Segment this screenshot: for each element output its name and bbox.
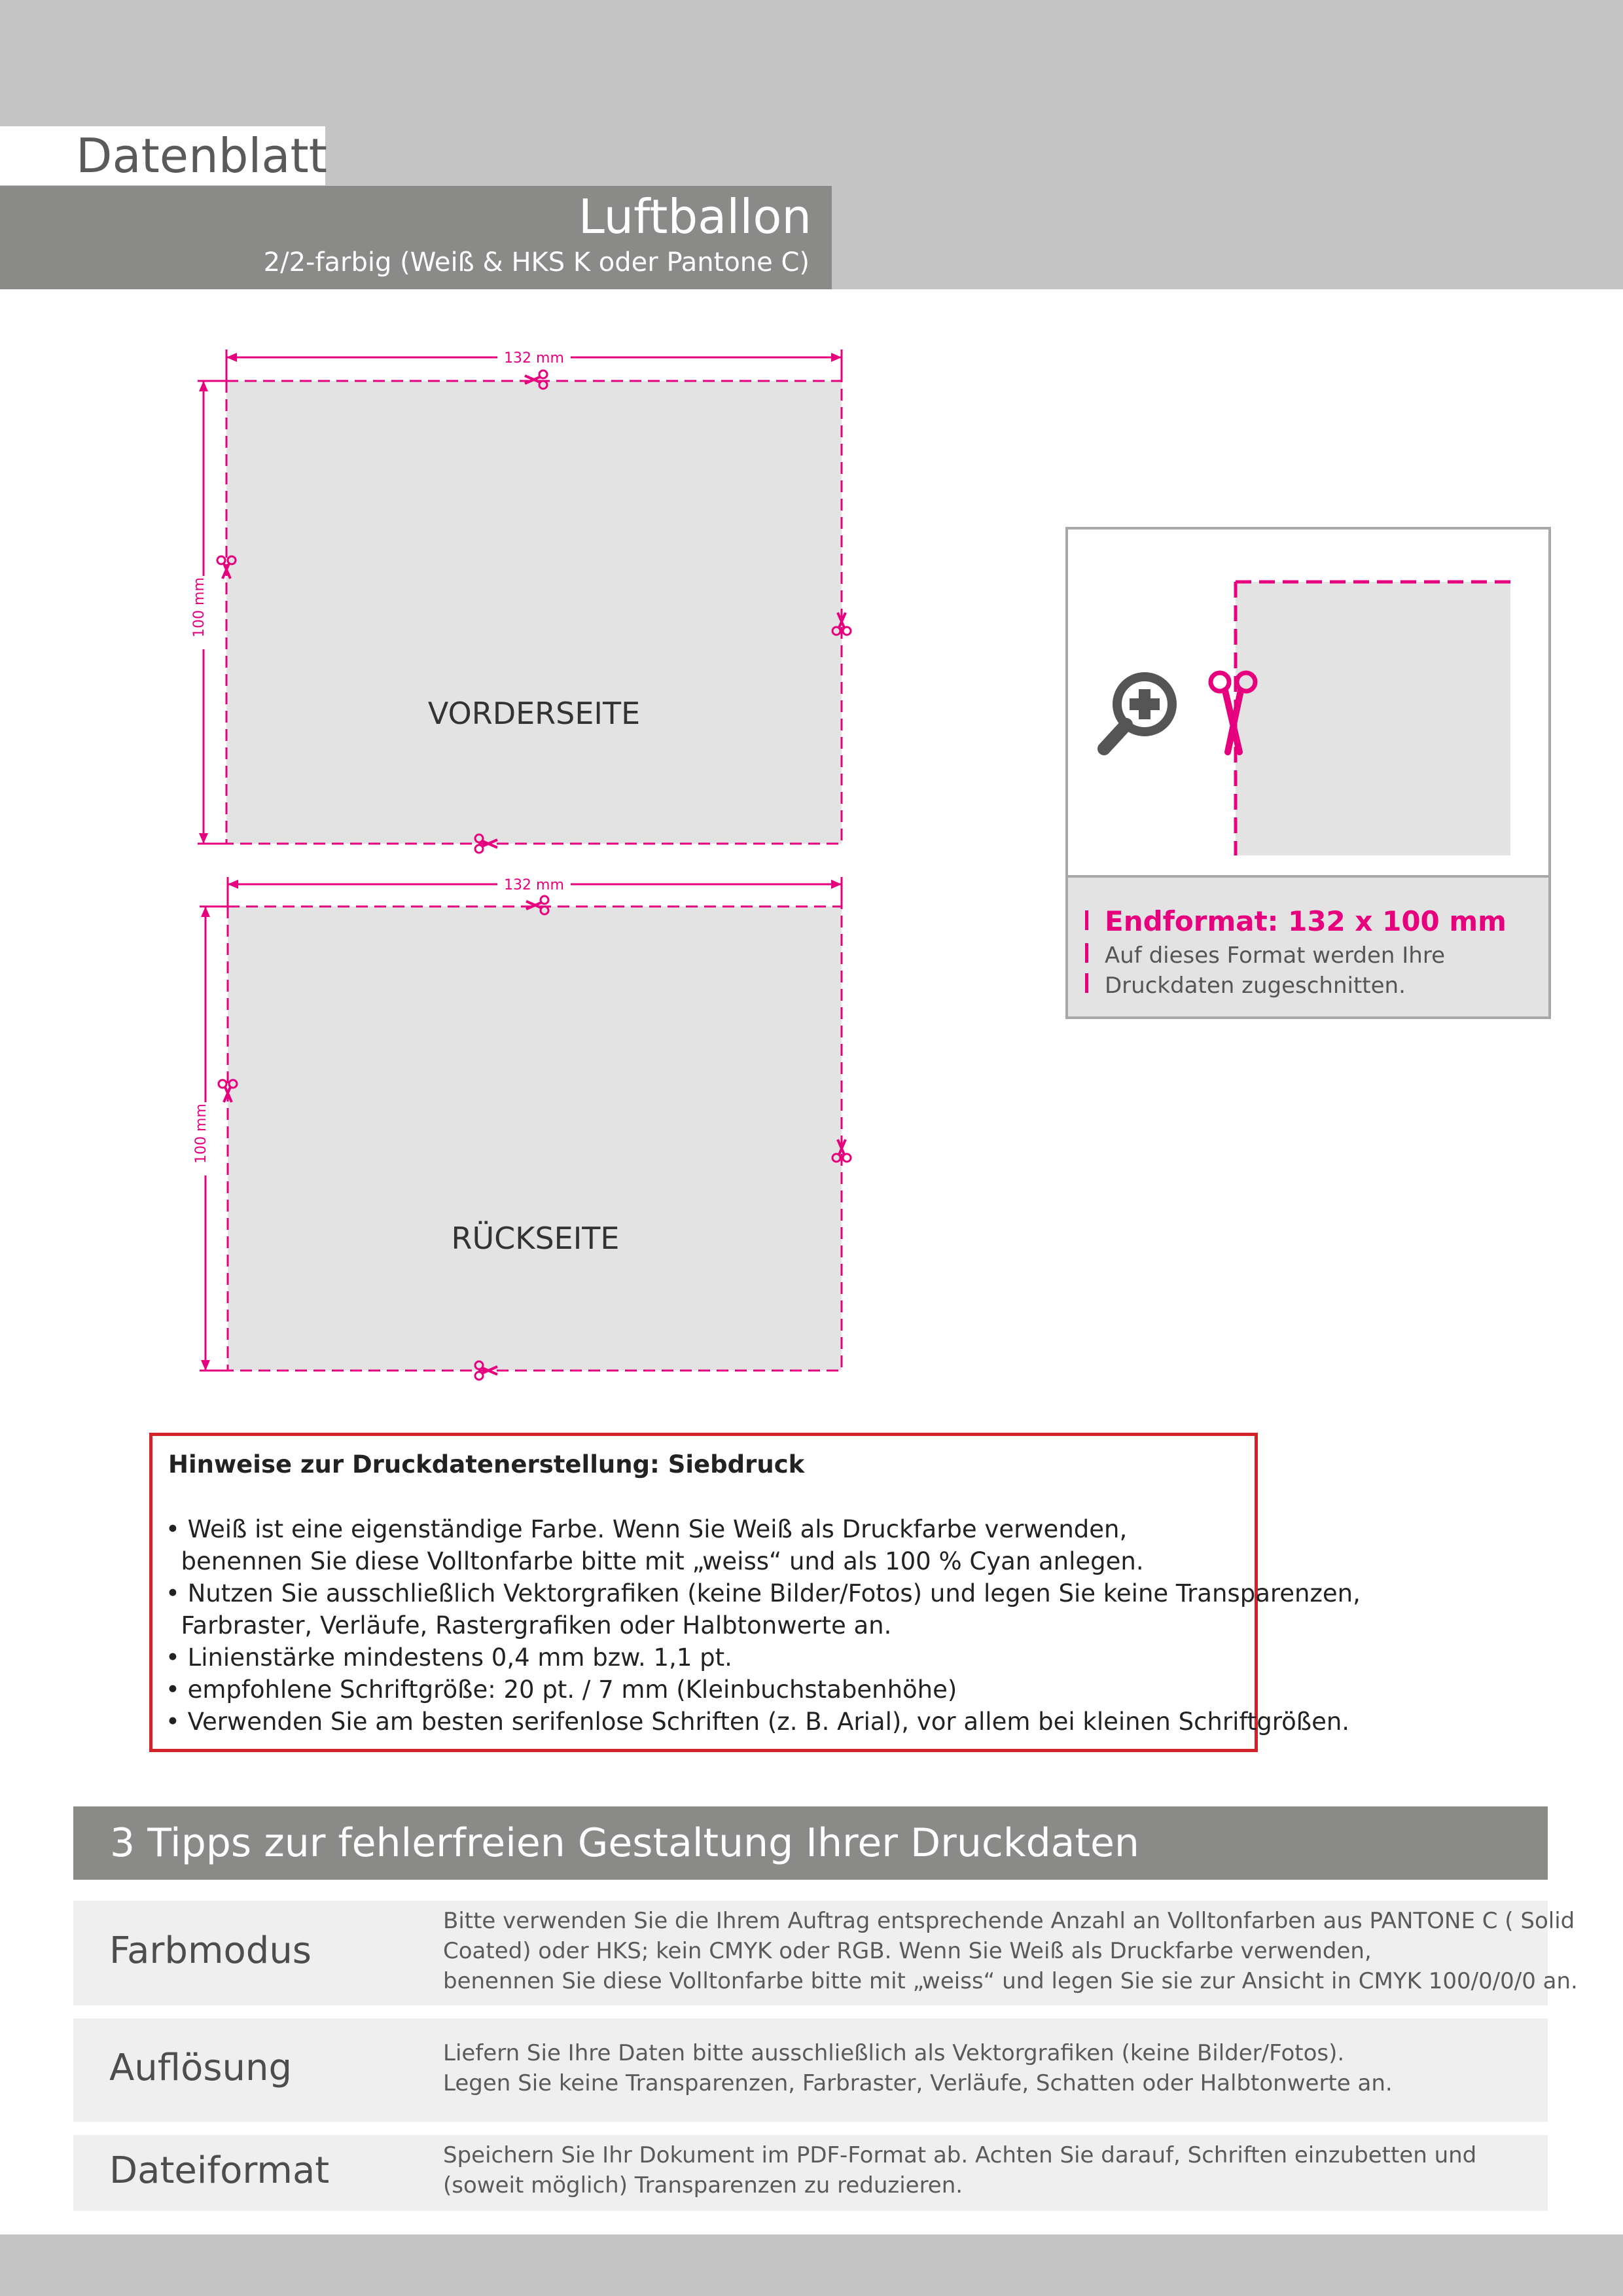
accent-mark bbox=[1085, 943, 1088, 963]
format-diagram bbox=[0, 327, 916, 1401]
tip-line: benennen Sie diese Volltonfarbe bitte mit „weiss“ und legen Sie sie zur Ansicht in CMYK 100/0/0/0 an. bbox=[443, 1968, 1578, 1994]
accent-mark bbox=[1085, 973, 1088, 993]
tip-row-farbmodus bbox=[73, 1901, 1578, 2005]
tip-line: Liefern Sie Ihre Daten bitte ausschließlich als Vektorgrafiken (keine Bilder/Fotos). bbox=[443, 2040, 1345, 2066]
zoom-area bbox=[1236, 582, 1510, 855]
tip-line: Speichern Sie Ihr Dokument im PDF-Format ab. Achten Sie darauf, Schriften einzubetten und bbox=[443, 2142, 1477, 2168]
print-hints-box bbox=[149, 1433, 1361, 1752]
front-height-label: 100 mm bbox=[191, 577, 207, 637]
print-hints-title: Hinweise zur Druckdatenerstellung: Siebdruck bbox=[168, 1450, 805, 1479]
hint-line: • empfohlene Schriftgröße: 20 pt. / 7 mm (Kleinbuchstabenhöhe) bbox=[166, 1676, 957, 1704]
front-width-label: 132 mm bbox=[504, 350, 564, 367]
tip-row-aufloesung bbox=[73, 2018, 1548, 2122]
tips-title: 3 Tipps zur fehlerfreien Gestaltung Ihrer Druckdaten bbox=[110, 1820, 1139, 1866]
hint-line: Farbraster, Verläufe, Rastergrafiken oder Halbtonwerte an. bbox=[166, 1611, 892, 1640]
hint-line: • Weiß ist eine eigenständige Farbe. Wenn Sie Weiß als Druckfarbe verwenden, bbox=[166, 1515, 1128, 1543]
print-hints-list bbox=[166, 1513, 1361, 1738]
product-subtitle: 2/2-farbig (Weiß & HKS K oder Pantone C) bbox=[263, 247, 810, 278]
endformat-text: Auf dieses Format werden Ihre Druckdaten zugeschnitten. bbox=[1105, 942, 1445, 999]
footer-band bbox=[0, 2234, 1623, 2296]
product-title: Luftballon bbox=[578, 189, 812, 244]
back-side-label: RÜCKSEITE bbox=[451, 1221, 620, 1256]
endformat-title: Endformat: 132 x 100 mm bbox=[1105, 905, 1507, 937]
tip-label: Farbmodus bbox=[109, 1929, 312, 1972]
tip-label: Auflösung bbox=[109, 2047, 293, 2089]
zoom-illustration bbox=[1068, 529, 1548, 872]
hint-line: benennen Sie diese Volltonfarbe bitte mit „weiss“ und als 100 % Cyan anlegen. bbox=[166, 1547, 1144, 1575]
zoom-in-icon bbox=[1104, 677, 1172, 749]
accent-mark bbox=[1085, 910, 1088, 930]
back-area bbox=[228, 906, 842, 1371]
tip-line: Bitte verwenden Sie die Ihrem Auftrag entsprechende Anzahl an Volltonfarben aus PANTONE C ( Solid bbox=[443, 1908, 1575, 1934]
tip-line: (soweit möglich) Transparenzen zu reduzieren. bbox=[443, 2172, 963, 2198]
tip-row-dateiformat bbox=[73, 2135, 1548, 2211]
endformat-info bbox=[1068, 875, 1548, 1016]
back-side bbox=[193, 875, 851, 1380]
back-width-label: 132 mm bbox=[504, 877, 564, 893]
tip-line: Coated) oder HKS; kein CMYK oder RGB. Wenn Sie Weiß als Druckfarbe verwenden, bbox=[443, 1938, 1372, 1964]
hint-line: • Nutzen Sie ausschließlich Vektorgrafiken (keine Bilder/Fotos) und legen Sie keine Transparenzen, bbox=[166, 1579, 1361, 1607]
tip-line: Legen Sie keine Transparenzen, Farbraster, Verläufe, Schatten oder Halbtonwerte an. bbox=[443, 2070, 1393, 2096]
tips-header-bar bbox=[73, 1806, 1548, 1880]
front-side-label: VORDERSEITE bbox=[427, 696, 641, 731]
hint-line: • Verwenden Sie am besten serifenlose Schriften (z. B. Arial), vor allem bei kleinen Schriftgrößen. bbox=[166, 1708, 1350, 1736]
front-side bbox=[191, 348, 851, 853]
hint-line: • Linienstärke mindestens 0,4 mm bzw. 1,1 pt. bbox=[166, 1643, 732, 1672]
tip-label: Dateiformat bbox=[109, 2149, 330, 2192]
front-area bbox=[226, 381, 842, 844]
endformat-panel bbox=[1065, 527, 1551, 1019]
doc-label: Datenblatt bbox=[76, 128, 328, 183]
back-height-label: 100 mm bbox=[193, 1103, 209, 1164]
